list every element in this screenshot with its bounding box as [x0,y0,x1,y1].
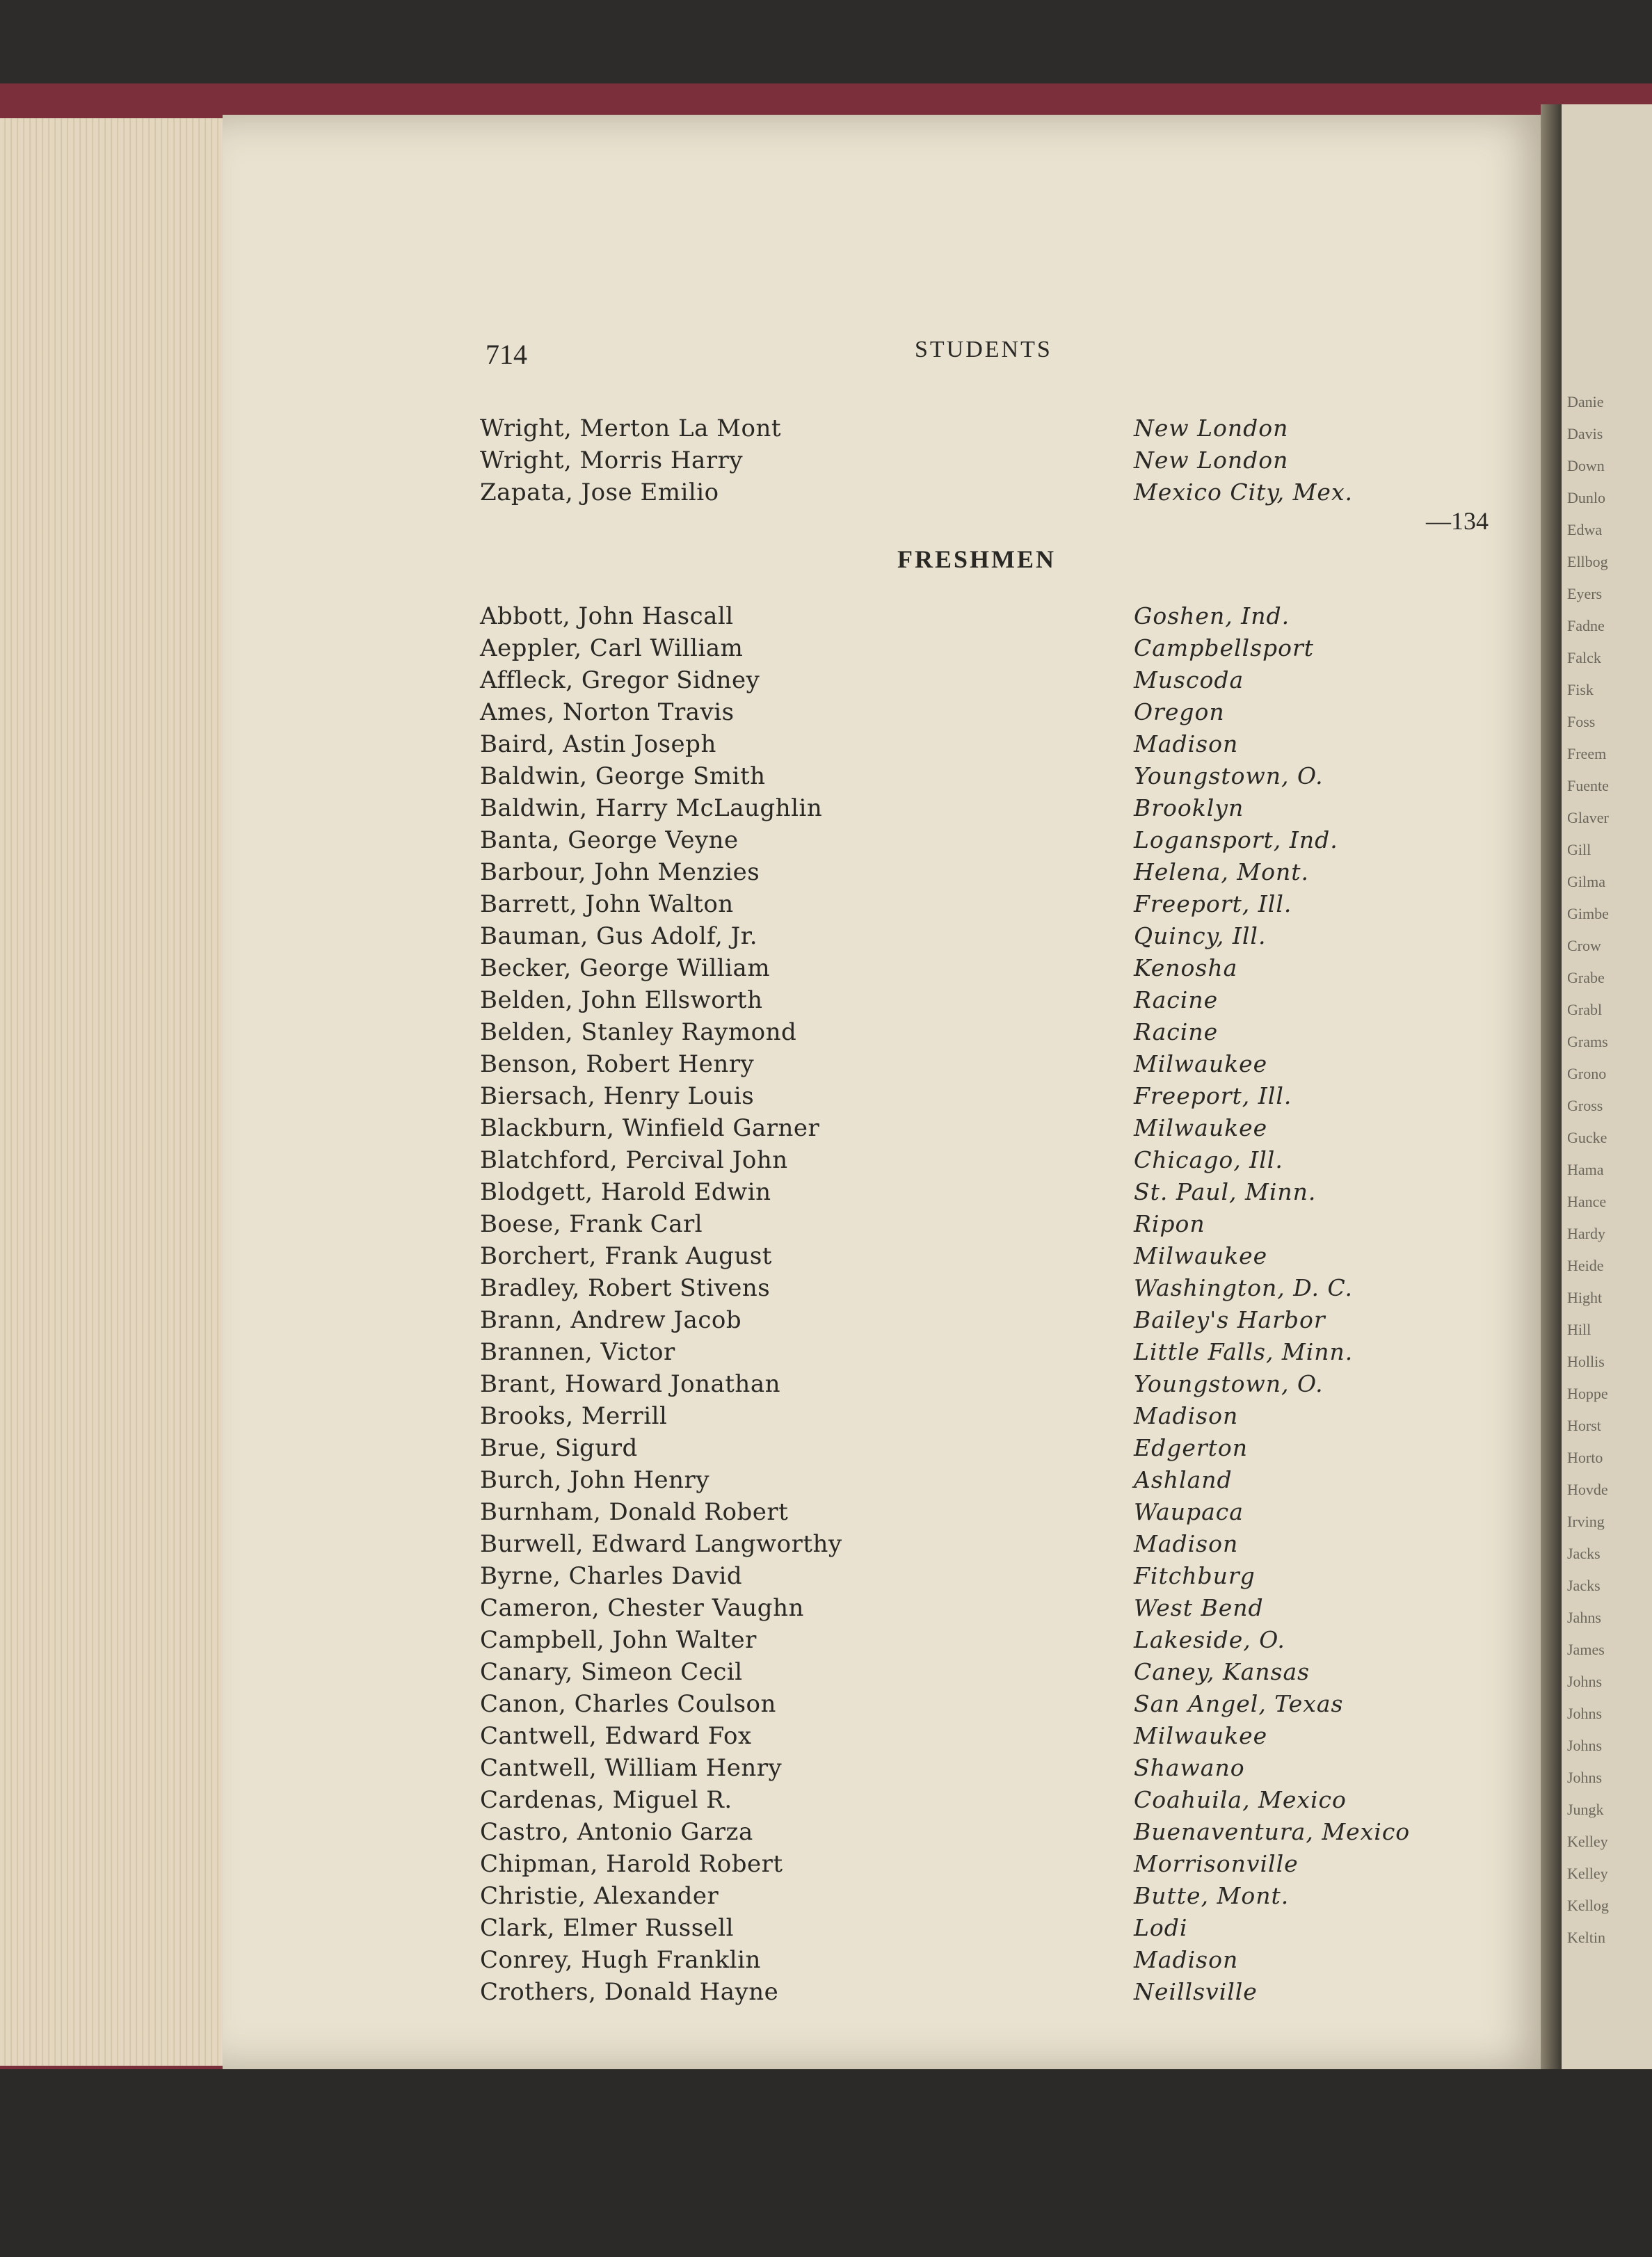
student-entry [480,1306,1489,1338]
adjacent-page-fragment: Gimbe [1567,905,1609,922]
adjacent-page-fragment: James [1567,1641,1605,1658]
student-hometown: Waupaca [1134,1498,1244,1525]
adjacent-page-fragment: Grono [1567,1065,1607,1082]
adjacent-page-fragment: Crow [1567,937,1601,954]
student-entry [480,1242,1489,1274]
student-name: Zapata, Jose Emilio [480,479,719,506]
student-hometown: Logansport, Ind. [1134,826,1338,853]
student-name: Christie, Alexander [480,1882,719,1910]
adjacent-page-fragment: Falck [1567,649,1601,666]
adjacent-page-fragment: Fadne [1567,617,1605,634]
student-entry [480,1402,1489,1434]
student-entry [480,1626,1489,1658]
student-hometown: Neillsville [1134,1978,1258,2005]
adjacent-page-fragment: Heide [1567,1257,1604,1274]
student-name: Bauman, Gus Adolf, Jr. [480,922,758,950]
student-hometown: Buenaventura, Mexico [1134,1818,1411,1845]
student-hometown: Milwaukee [1134,1050,1268,1077]
student-hometown: Ashland [1134,1466,1233,1493]
student-hometown: Madison [1134,1946,1239,1973]
running-head: STUDENTS [915,337,1052,362]
freshmen-list [480,602,1489,2010]
adjacent-page-fragment: Kelley [1567,1833,1608,1850]
student-name: Abbott, John Hascall [480,602,734,630]
student-hometown: Chicago, Ill. [1134,1146,1283,1173]
adjacent-page-fragment: Grabl [1567,1001,1603,1018]
adjacent-page-fragment: Gross [1567,1097,1603,1114]
student-name: Clark, Elmer Russell [480,1914,735,1942]
adjacent-page-fragment: Horst [1567,1417,1601,1434]
adjacent-page-fragment: Hama [1567,1161,1604,1178]
student-entry [480,1114,1489,1146]
adjacent-page-fragment: Danie [1567,393,1604,410]
adjacent-page-fragment: Grams [1567,1033,1608,1050]
student-entry [480,1434,1489,1466]
student-entry [480,1274,1489,1306]
student-hometown: Shawano [1134,1754,1245,1781]
student-name: Boese, Frank Carl [480,1210,703,1238]
student-name: Wright, Morris Harry [480,447,744,474]
page-number: 714 [486,339,527,370]
student-name: Crothers, Donald Hayne [480,1978,779,2006]
student-name: Canon, Charles Coulson [480,1690,776,1718]
student-hometown: Little Falls, Minn. [1134,1338,1354,1365]
student-hometown: Caney, Kansas [1134,1658,1310,1685]
student-name: Burch, John Henry [480,1466,710,1494]
student-name: Barrett, John Walton [480,890,734,918]
adjacent-page-fragment: Fisk [1567,681,1594,698]
student-hometown: West Bend [1134,1594,1264,1621]
adjacent-page-fragment: Kellog [1567,1897,1609,1914]
student-entry [480,794,1489,826]
student-entry [480,1690,1489,1722]
student-entry [480,1658,1489,1690]
student-name: Burwell, Edward Langworthy [480,1530,842,1558]
student-entry [480,762,1489,794]
student-entry [480,1818,1489,1850]
student-entry [480,1146,1489,1178]
student-hometown: St. Paul, Minn. [1134,1178,1317,1205]
student-entry [480,1946,1489,1978]
student-hometown: New London [1134,415,1289,442]
adjacent-page-fragment: Irving [1567,1513,1605,1530]
student-hometown: Butte, Mont. [1134,1882,1290,1909]
student-hometown: Racine [1134,986,1219,1013]
student-name: Baldwin, George Smith [480,762,766,790]
student-name: Benson, Robert Henry [480,1050,755,1078]
student-name: Cameron, Chester Vaughn [480,1594,804,1622]
student-entry [480,666,1489,698]
student-name: Wright, Merton La Mont [480,415,782,442]
student-name: Biersach, Henry Louis [480,1082,755,1110]
student-name: Baldwin, Harry McLaughlin [480,794,823,822]
student-entry [480,1722,1489,1754]
book-gutter [1541,104,1562,2073]
student-name: Cantwell, Edward Fox [480,1722,752,1750]
adjacent-page-fragment: Davis [1567,425,1603,442]
student-hometown: Brooklyn [1134,794,1244,821]
adjacent-page-fragment: Horto [1567,1449,1603,1466]
adjacent-page-fragment: Grabe [1567,969,1605,986]
student-hometown: Madison [1134,1530,1239,1557]
student-name: Blackburn, Winfield Garner [480,1114,820,1142]
adjacent-page-fragment: Fuente [1567,777,1609,794]
student-entry [480,634,1489,666]
student-name: Blodgett, Harold Edwin [480,1178,771,1206]
student-hometown: Racine [1134,1018,1219,1045]
adjacent-page-fragment: Hight [1567,1289,1603,1306]
bottom-edge [0,2069,1652,2257]
student-hometown: Quincy, Ill. [1134,922,1267,949]
student-entry [480,858,1489,890]
student-hometown: Muscoda [1134,666,1244,693]
student-hometown: San Angel, Texas [1134,1690,1344,1717]
adjacent-page-fragment: Jahns [1567,1609,1601,1626]
student-entry [480,1850,1489,1882]
page-block-edges [0,118,230,2066]
student-name: Aeppler, Carl William [480,634,744,662]
student-entry [480,1466,1489,1498]
student-name: Blatchford, Percival John [480,1146,788,1174]
student-entry [480,1178,1489,1210]
student-entry [480,698,1489,730]
student-hometown: Milwaukee [1134,1722,1268,1749]
student-name: Banta, George Veyne [480,826,739,854]
section-count: —134 [1426,507,1489,535]
student-hometown: Milwaukee [1134,1114,1268,1141]
student-name: Canary, Simeon Cecil [480,1658,743,1686]
student-hometown: Bailey's Harbor [1134,1306,1326,1333]
student-hometown: Freeport, Ill. [1134,890,1292,917]
student-entry [480,1754,1489,1786]
student-name: Brannen, Victor [480,1338,675,1366]
student-entry [480,954,1489,986]
adjacent-page-fragment: Johns [1567,1705,1603,1722]
student-name: Chipman, Harold Robert [480,1850,783,1878]
student-name: Affleck, Gregor Sidney [480,666,760,694]
adjacent-page-fragment: Ellbog [1567,553,1608,570]
adjacent-page-fragment: Hardy [1567,1225,1605,1242]
student-hometown: Coahuila, Mexico [1134,1786,1347,1813]
student-hometown: Lakeside, O. [1134,1626,1285,1653]
student-entry [480,1978,1489,2010]
adjacent-page-fragment: Hollis [1567,1353,1605,1370]
student-name: Brue, Sigurd [480,1434,638,1462]
adjacent-page-fragment: Gucke [1567,1129,1607,1146]
student-entry [480,602,1489,634]
adjacent-page-fragment: Foss [1567,713,1596,730]
student-hometown: Kenosha [1134,954,1238,981]
student-entry [480,1914,1489,1946]
continued-student-list [480,415,1489,511]
student-hometown: Madison [1134,730,1239,757]
student-name: Cardenas, Miguel R. [480,1786,732,1814]
student-hometown: Freeport, Ill. [1134,1082,1292,1109]
student-hometown: Helena, Mont. [1134,858,1309,885]
student-hometown: New London [1134,447,1289,474]
adjacent-page-fragment: Jacks [1567,1545,1601,1562]
student-name: Barbour, John Menzies [480,858,760,886]
student-hometown: Madison [1134,1402,1239,1429]
student-entry [480,447,1489,479]
student-entry [480,1210,1489,1242]
adjacent-page [1562,104,1652,2073]
adjacent-page-fragment: Hovde [1567,1481,1608,1498]
student-name: Borchert, Frank August [480,1242,772,1270]
student-entry [480,415,1489,447]
student-name: Castro, Antonio Garza [480,1818,753,1846]
student-hometown: Washington, D. C. [1134,1274,1354,1301]
student-name: Belden, John Ellsworth [480,986,763,1014]
student-entry [480,1050,1489,1082]
student-name: Belden, Stanley Raymond [480,1018,797,1046]
student-entry [480,1082,1489,1114]
adjacent-page-fragment: Johns [1567,1769,1603,1786]
student-entry [480,922,1489,954]
adjacent-page-fragment: Jacks [1567,1577,1601,1594]
student-entry [480,1882,1489,1914]
student-hometown: Milwaukee [1134,1242,1268,1269]
student-entry [480,826,1489,858]
student-entry [480,1530,1489,1562]
student-hometown: Edgerton [1134,1434,1249,1461]
adjacent-page-fragment: Hance [1567,1193,1607,1210]
student-name: Bradley, Robert Stivens [480,1274,771,1302]
student-entry [480,986,1489,1018]
student-name: Cantwell, William Henry [480,1754,783,1782]
student-hometown: Mexico City, Mex. [1134,479,1354,506]
adjacent-page-fragment: Keltin [1567,1929,1605,1946]
student-hometown: Oregon [1134,698,1225,725]
adjacent-page-fragment: Glaver [1567,809,1609,826]
adjacent-page-fragment: Jungk [1567,1801,1604,1818]
adjacent-page-fragment: Hill [1567,1321,1591,1338]
student-hometown: Morrisonville [1134,1850,1299,1877]
student-name: Brooks, Merrill [480,1402,668,1430]
student-entry [480,1786,1489,1818]
student-entry [480,730,1489,762]
student-hometown: Ripon [1134,1210,1205,1237]
student-entry [480,1338,1489,1370]
adjacent-page-fragment: Eyers [1567,585,1603,602]
adjacent-page-fragment: Down [1567,457,1605,474]
adjacent-page-fragment: Edwa [1567,521,1603,538]
section-title: FRESHMEN [897,545,1057,573]
student-entry [480,890,1489,922]
student-entry [480,1018,1489,1050]
student-entry [480,1370,1489,1402]
student-hometown: Youngstown, O. [1134,762,1324,789]
student-hometown: Lodi [1134,1914,1188,1941]
student-entry [480,1498,1489,1530]
student-hometown: Youngstown, O. [1134,1370,1324,1397]
student-name: Byrne, Charles David [480,1562,743,1590]
student-hometown: Goshen, Ind. [1134,602,1290,629]
student-name: Burnham, Donald Robert [480,1498,789,1526]
student-entry [480,1562,1489,1594]
student-name: Conrey, Hugh Franklin [480,1946,761,1974]
student-hometown: Fitchburg [1134,1562,1256,1589]
adjacent-page-fragment: Gilma [1567,873,1605,890]
student-name: Becker, George William [480,954,771,982]
adjacent-page-fragment: Gill [1567,841,1591,858]
adjacent-page-fragment: Freem [1567,745,1607,762]
student-name: Campbell, John Walter [480,1626,757,1654]
student-name: Baird, Astin Joseph [480,730,716,758]
adjacent-page-fragment: Dunlo [1567,489,1605,506]
adjacent-page-fragment: Johns [1567,1673,1603,1690]
student-name: Brant, Howard Jonathan [480,1370,780,1398]
student-entry [480,1594,1489,1626]
adjacent-page-fragment: Kelley [1567,1865,1608,1882]
student-hometown: Campbellsport [1134,634,1315,661]
adjacent-page-fragment: Hoppe [1567,1385,1608,1402]
adjacent-page-fragment: Johns [1567,1737,1603,1754]
student-name: Brann, Andrew Jacob [480,1306,742,1334]
student-name: Ames, Norton Travis [480,698,735,726]
student-entry [480,479,1489,511]
